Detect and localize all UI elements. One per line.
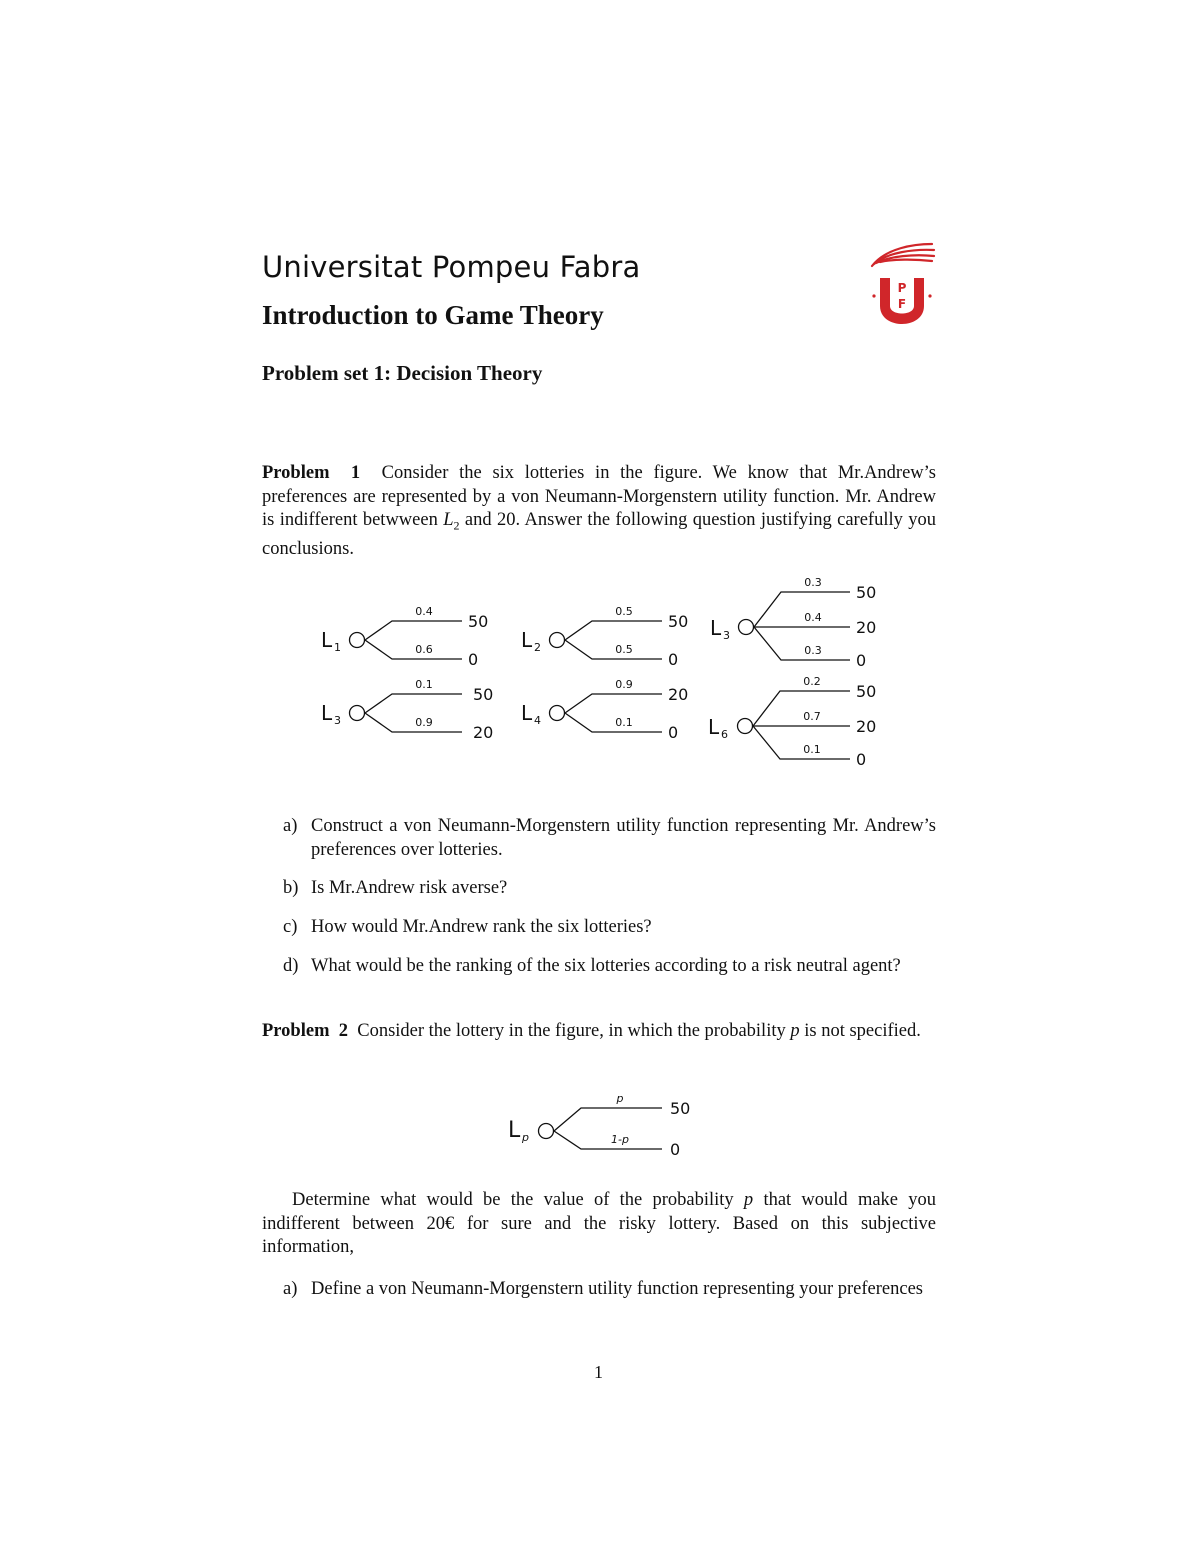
question-text: Is Mr.Andrew risk averse?	[311, 878, 508, 898]
branch-prize: 50	[856, 682, 877, 701]
question-text: Construct a von Neumann-Morgenstern utility function representing Mr. Andrew’s preferences over lotteries.	[311, 816, 936, 860]
branch-probability: 0.7	[803, 710, 821, 723]
lottery-label-subscript: 6	[721, 728, 728, 741]
branch-prize: 50	[668, 612, 689, 631]
branch-prize: 50	[473, 685, 494, 704]
lottery-label: L	[710, 616, 722, 640]
determine-text-after: that would make you indifferent between 20€ for sure and the risky lottery. Based on this subjective information,	[262, 1190, 937, 1257]
lottery-label: L	[521, 701, 533, 725]
branch-probability: 1-p	[611, 1133, 629, 1146]
problem-2-number: 2	[338, 1021, 348, 1041]
problem-2-text-before: Consider the lottery in the figure, in which the probability	[357, 1021, 786, 1041]
lottery-label: L	[508, 1118, 521, 1143]
branch-probability: p	[616, 1092, 624, 1105]
determine-text-before: Determine what would be the value of the probability	[292, 1190, 734, 1210]
logo-letter-p: P	[897, 281, 907, 295]
lottery-tree	[508, 1092, 690, 1159]
branch-prize: 50	[468, 612, 489, 631]
branch-line	[554, 1131, 662, 1149]
branch-prize: 50	[670, 1099, 691, 1118]
branch-prize: 0	[668, 723, 679, 742]
page-number: 1	[594, 1362, 603, 1382]
university-name: Universitat Pompeu Fabra	[262, 250, 641, 284]
branch-prize: 20	[473, 723, 494, 742]
branch-prize: 0	[670, 1140, 681, 1159]
branch-probability: 0.3	[804, 576, 822, 589]
lottery-label: L	[321, 628, 333, 652]
branch-line	[554, 1108, 662, 1131]
branch-probability: 0.5	[615, 643, 633, 656]
problem-1-var: L	[443, 510, 454, 530]
branch-probability: 0.4	[804, 611, 822, 624]
question-2a	[283, 1278, 936, 1302]
question-label: a)	[283, 1279, 298, 1299]
problem-1-number: 1	[350, 463, 361, 483]
question-text: What would be the ranking of the six lotteries according to a risk neutral agent?	[311, 956, 901, 976]
chance-node	[539, 1124, 554, 1139]
lottery-label: L	[708, 715, 720, 739]
branch-probability: 0.3	[804, 644, 822, 657]
lottery-label-subscript: 4	[534, 714, 541, 727]
problem-1-text: Consider the six lotteries in the figure. We know that Mr.Andrew’s preferences are represented by a von Neumann-Morgenstern utility function. Mr. Andrew is indifferent betwween	[262, 463, 936, 530]
problem-2-text-after: is not specified.	[804, 1021, 921, 1041]
branch-prize: 20	[856, 717, 877, 736]
branch-probability: 0.4	[415, 605, 433, 618]
logo-letter-f: F	[897, 297, 907, 311]
lottery-label-subscript: 3	[723, 629, 730, 642]
problem-1-heading: Problem	[262, 463, 330, 483]
lottery-label-subscript: 1	[334, 641, 341, 654]
lottery-label: L	[521, 628, 533, 652]
branch-probability: 0.9	[415, 716, 433, 729]
branch-prize: 20	[856, 618, 877, 637]
problem-set-title: Problem set 1: Decision Theory	[262, 361, 543, 385]
branch-prize: 0	[856, 750, 867, 769]
branch-probability: 0.5	[615, 605, 633, 618]
branch-probability: 0.9	[615, 678, 633, 691]
branch-probability: 0.1	[415, 678, 433, 691]
branch-probability: 0.1	[615, 716, 633, 729]
question-label: d)	[283, 956, 299, 976]
question-label: c)	[283, 917, 298, 937]
question-label: a)	[283, 816, 298, 836]
problem-2-var: p	[790, 1021, 800, 1041]
lottery-label-subscript: p	[522, 1131, 529, 1144]
problem-2-determine	[262, 1189, 936, 1260]
lottery-label-subscript: 3	[334, 714, 341, 727]
question-text: How would Mr.Andrew rank the six lotteries?	[311, 917, 652, 937]
question-label: b)	[283, 878, 299, 898]
question-text: Define a von Neumann-Morgenstern utility function representing your preferences	[311, 1279, 924, 1299]
problem-2-heading: Problem	[262, 1021, 330, 1041]
branch-prize: 0	[668, 650, 679, 669]
problem-1-text-after: and 20. Answer the following question justifying carefully you conclusions.	[262, 510, 936, 560]
branch-prize: 20	[668, 685, 689, 704]
problem-1-var-sub: 2	[453, 518, 460, 533]
branch-probability: 0.2	[803, 675, 821, 688]
branch-probability: 0.1	[803, 743, 821, 756]
branch-prize: 0	[856, 651, 867, 670]
lottery-label-subscript: 2	[534, 641, 541, 654]
course-title: Introduction to Game Theory	[262, 300, 604, 330]
branch-prize: 0	[468, 650, 479, 669]
branch-prize: 50	[856, 583, 877, 602]
determine-var: p	[743, 1190, 754, 1210]
lottery-label: L	[321, 701, 333, 725]
branch-probability: 0.6	[415, 643, 433, 656]
